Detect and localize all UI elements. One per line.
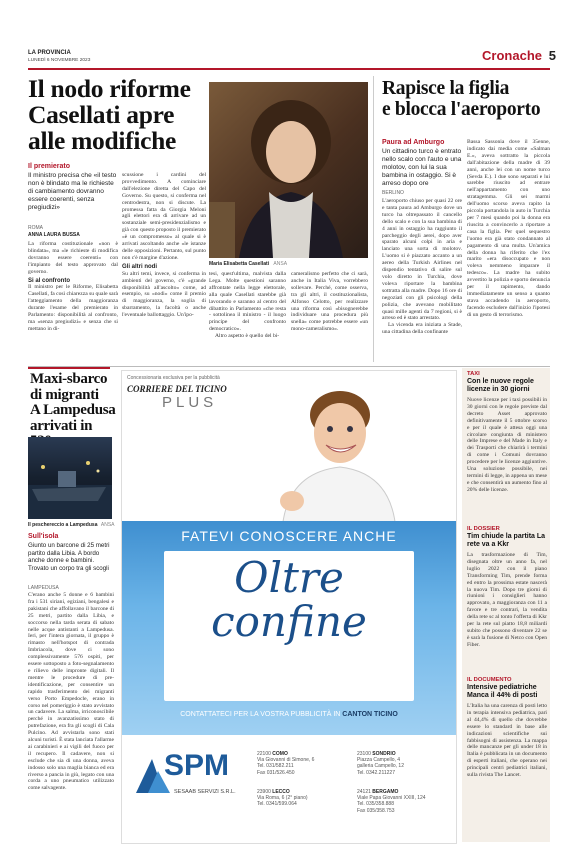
paragraph: C'erano anche 5 donne e 6 bambini fra i 531 siriani, egiziani, bengalesi e pakistani che affollavano il barcone di 25 metri, partito dalla Libia, e soccorso nella tarda serata di sabato nelle acque antistanti a Lampedusa. Ieri, per l'intera giornata, il gruppo è rimasto nell'hotspot di contrada Imbriacola, dove ci sono complessivamente 576 ospiti, per essere sottoposto a foto-segnalamento e rilievo delle impronte digitali. Il mentre le procedure di pre-identificazione, per consentire un rapido trasferimento dei migranti verso Porto Empedocle, erano in corso nel pomeriggio è stato avvistato un cadavere. La salma, irriconoscibile perché in avanzatissimo stato di putrefazione, era fra gli scogli di Cala Pulcino. Ad avvistarla sono stati alcuni turisti. È stata lanciata l'allarme ai carabinieri e ai vigili del fuoco per il recupero. Il cadavere, non si esclude che sia di una donna, aveva indosso solo una maglia bianca ed era riverso a pancia in giù, legato con una corda a uno pneumatico utilizzato come salvagente. (28, 592, 114, 792)
sidebar (462, 368, 550, 842)
office-city: LECCO (272, 789, 290, 795)
left-place: ROMA (28, 225, 43, 231)
headline-line: Rapisce la figlia (382, 78, 510, 99)
slogan-line: Oltre (234, 553, 344, 602)
portrait-illustration (209, 82, 368, 258)
headline-line: A Lampedusa (30, 402, 116, 418)
office-line: Fax 031/526.450 (257, 769, 295, 776)
office-line: Fax 035/358.753 (357, 807, 395, 814)
office-city: BERGAMO (372, 789, 399, 795)
office-sondrio (357, 751, 404, 776)
ad-banner: FATEVI CONOSCERE ANCHE (181, 528, 397, 544)
migrants-place: LAMPEDUSA (28, 585, 59, 591)
caption-text: Il peschereccio a Lampedusa (28, 522, 98, 528)
headline-line: arrivati in (30, 417, 93, 434)
office-code: 24121 (357, 789, 371, 795)
left-summary: Il ministro precisa che «il testo non è blindato ma le richieste di cambiamento dovranno essere coerenti, senza pregiudizi» (28, 172, 117, 211)
sidebar-title: Intensive pediatriche Manca il 44% di posti (467, 684, 538, 699)
caption-credit: ANSA (100, 522, 115, 528)
man-illustration (272, 381, 402, 531)
page-number: 5 (548, 48, 556, 63)
office-code: 23100 (357, 751, 371, 757)
boat-photo (28, 437, 112, 519)
casellati-photo (209, 82, 368, 258)
left-col-4 (291, 271, 368, 363)
office-line: Via Giovanni di Simone, 6 (257, 757, 315, 764)
office-line: Viale Papa Giovanni XXIII, 124 (357, 795, 426, 802)
paragraph: La riforma costituzionale «non è blindata», ma «le richieste di modifica dovranno essere coerenti» con l'impianto del testo approvato dal governo. (28, 241, 118, 275)
office-line: galleria Campello, 12 (357, 763, 404, 770)
migrants-photo-caption (28, 522, 115, 528)
logo-text: SPM (164, 749, 230, 782)
migrants-summary: Giunto un barcone di 25 metri partito dalla Libia. A bordo anche donne e bambini. Trovato un corpo tra gli scogli (28, 542, 110, 572)
left-col-3 (209, 271, 286, 363)
headline-line: Casellati apre (28, 100, 175, 129)
sidebar-item-tim (467, 526, 547, 670)
sidebar-text: L'Italia ha una carenza di posti letto in terapia intensiva pediatrica, pari al 44,4% di quello che dovrebbe essere lo standard in base alle indicazioni scientifiche sui fabbisogni di assistenza. La mappa delle mancanze per gli under 18 in Italia è pubblicata in un documento di esperti italiani, che operano nei principali centri pediatrici italiani, sulla rivista The Lancet. (467, 703, 547, 779)
caption-credit: ANSA (273, 261, 288, 267)
right-headline (382, 78, 557, 120)
headline-line: Maxi-sbarco (30, 371, 108, 387)
section-name: Cronache (482, 48, 542, 63)
advertisement[interactable] (121, 370, 457, 844)
sidebar-item-taxi (467, 371, 547, 519)
left-author: ANNA LAURA BUSSA (28, 232, 80, 238)
paper-name: LA PROVINCIA (28, 50, 71, 56)
left-kicker: Il premierato (28, 163, 71, 170)
office-line: Tel. 035/358.888 (357, 801, 394, 808)
paragraph: scussione i cardini del provvedimento. A cominciare dall'elezione diretta del Capo del Governo. Su questo, si conferma nel centrodestra, non si discute. La promessa fatta da Giorgia Meloni agli elettori era di arrivare ad un sostanziale semi-presidenzialismo e già con questo proposto il premierato «è un compromesso» al quale si è arrivati ascoltando anche «le istanze delle opposizioni. Pertanto, sul punto non c'è margine d'azione. (122, 172, 206, 261)
right-col-2 (467, 139, 550, 362)
sidebar-title: Con le nuove regole licenze in 30 giorni (467, 378, 534, 393)
contact-region: CANTON TICINO (342, 711, 398, 718)
paragraph: L'aeroporto chiuso per quasi 22 ore e tanta paura ad Amburgo dove un turco ha oltrepassato il cancello dello scalo e con la sua bambina di 4 anni in ostaggio ha raggiunto il parcheggio degli aerei, dopo aver sparato alcuni colpi in aria e lanciato una sorta di molotov. L'uomo si è piazzato accanto a un aereo della Turkish Airlines nel dispendio tentativo di salire sul volo diretto in Turchia, dove voleva riportare la bambina sottratta alla madre. Dopo 16 ore di negoziati con gli psicologi della polizia, che avevano mobilitato quasi mille agenti da 7 regioni, si è arreso ed è stato arrestato. (382, 198, 462, 322)
ad-contact (122, 711, 456, 718)
sidebar-text: Nuove licenze per i taxi possibili in 30 giorni con le regole previste dal decreto Asset approvato definitivamente il 5 ottobre scorso e per il quale è attesa oggi una circolare congiunta di ministero delle Imprese e del Made in Italy e dei Trasporti che chiarirà i termini di come i Comuni dovranno procedere per le licenze aggiuntive. Una soluzione possibile, nei termini di legge, in appena un mese e che consentirà un aumento fino al 20% delle licenze. (467, 397, 547, 493)
sidebar-tag: IL DOCUMENTO (467, 677, 512, 683)
paragraph: cameralismo perfetto che ci sarà, anche in Italia Viva, vorrebbero sollevare. Perché, come osserva, tra gli altri, il costituzionalista, Alfonso Celotto, per realizzare una riforma così «bisognerebbe individuare una procedura più snella» come potrebbe essere «un mono-cameralismo». (291, 271, 368, 333)
top-rule (28, 68, 550, 70)
office-line: Tel. 0342.211227 (357, 769, 395, 776)
office-line: Tel. 031/582.211 (257, 763, 294, 770)
headline-line: di migranti (30, 386, 99, 403)
column-separator (373, 76, 374, 362)
headline-line: alle modifiche (28, 126, 177, 155)
office-lecco (257, 789, 308, 808)
caption-text: Maria Elisabetta Casellati (209, 261, 270, 267)
logo-subtitle: SESAAB SERVIZI S.R.L. (174, 789, 236, 795)
right-place: BERLINO (382, 190, 404, 196)
headline-line: e blocca l'aeroporto (382, 99, 541, 120)
left-col-2 (122, 172, 206, 362)
paragraph: La vicenda era iniziata a Stade, una cittadina della confinante (382, 322, 462, 336)
ad-note: Concessionaria esclusiva per la pubblicità (127, 375, 220, 381)
migrants-rule (28, 367, 110, 369)
office-city: SONDRIO (372, 751, 396, 757)
office-code: 22100 (257, 751, 271, 757)
paragraph: Altro aspetto è quello del bi- (215, 333, 280, 340)
sidebar-item-pediatriche (467, 677, 547, 833)
office-code: 23900 (257, 789, 271, 795)
paragraph: Bassa Sassonia dove il 35enne, indicato dai media come «Salman E.», aveva sottratto la piccola dall'abitazione della madre di 39 anni, anche lei con un nome turco (Sevda E.). I due sono separati e lui sarebbe riuscito ad entrare nell'appartamento con uno stratagemma. Gli sei marmi dell'uomo scorso aveva rapito la piccola portandola in auto in Turchia per 7 mesi quando poi la donna era riuscita a convincerlo a riportare a casa la figlia. Per quel sequestro l'uomo era già stato condannato al pagamento di una multa. Un'amica della donna ha riferito che l'ex marito «era disoccupato e non voleva nemmeno imparare il tedesco». La madre ha subito avvertito la polizia e sporto denuncia per il rapimento, dando immediatamente un senso a quanto stava accadendo in aeroporto, facendo escludere dall'inizio l'ipotesi di un gesto di terrorismo. (467, 139, 550, 318)
issue-date: LUNEDÌ 6 NOVEMBRE 2023 (28, 58, 91, 63)
ad-slogan (164, 553, 414, 646)
sidebar-title: Tim chiude la partita La rete va a Kkr (467, 533, 546, 548)
left-col-1 (28, 241, 118, 361)
migrants-text (28, 592, 114, 842)
sidebar-tag: IL DOSSIER (467, 526, 500, 532)
office-line: Tel. 0341/599.064 (257, 801, 297, 808)
ad-brand-top: CORRIERE DEL TICINO (127, 384, 227, 394)
right-kicker: Paura ad Amburgo (382, 139, 445, 146)
photo-caption (209, 261, 287, 267)
right-col-1 (382, 198, 462, 362)
paragraph: Su altri temi, invece, si conferma in ambienti del governo, c'è «grande disponibilità all'ascolto» come, ad esempio, su «nodi» come il premio di maggioranza, la soglia di sbarramento, la facoltà o anche l'eventuale ballottaggio. Un'ipo- (122, 270, 206, 319)
office-line: Piazza Campello, 4 (357, 757, 401, 764)
migrants-kicker: Sull'isola (28, 533, 59, 540)
ad-brand-bottom: PLUS (162, 394, 218, 411)
subhead: Gli altri nodi (122, 263, 158, 270)
slogan-line: confine (211, 597, 367, 646)
contact-text: CONTATTATECI PER LA VOSTRA PUBBLICITÀ IN (180, 711, 341, 718)
subhead: Si al confronto (28, 277, 70, 284)
office-city: COMO (272, 751, 288, 757)
office-como (257, 751, 314, 776)
office-line: Via Roma, 6 (2° piano) (257, 795, 308, 802)
office-bergamo (357, 789, 426, 814)
headline-line: Il nodo riforme (28, 74, 191, 103)
sidebar-tag: TAXI (467, 371, 480, 377)
boat-illustration (28, 437, 112, 519)
paragraph: tesi, quest'ultima, malvista dalla Lega. Molte questioni saranno affrontate nella legge elettorale, alla quale Casellati starebbe già lavorando e saranno al centro del dibattito in Parlamento «che resta - sottolinea il ministro - il luogo principe del confronto democratico». (209, 271, 286, 333)
sidebar-text: La trasformazione di Tim, disegnata oltre un anno fa, nel luglio 2022 con il piano Transforming Tim, prende forma ed entro la prossima estate nascerà la nuova Tim. Dopo tre giorni di riunioni i consiglieri hanno approvato, a maggioranza con 11 a favore e tre contrari, la vendita della rete sc al tonto l'offerta di Kkr per la rete sul piatto 18,8 miliardi subito che possono diventare 22 se è sarà la fusione di Netco con Open Fiber. (467, 552, 547, 648)
paragraph: Il ministro per le Riforme, Elisabetta Casellati, fa così chiarezza su quale sarà l'atteggiamento della maggioranza durante l'esame del premierato in Parlamento: disponibilità al confronto, ma «senza pregiudizi» e senza che si mettano in di- (28, 284, 118, 332)
right-summary: Un cittadino turco è entrato nello scalo con l'auto e una molotov, con lui la sua bambina in ostaggio. Si è arreso dopo ore (382, 148, 462, 187)
